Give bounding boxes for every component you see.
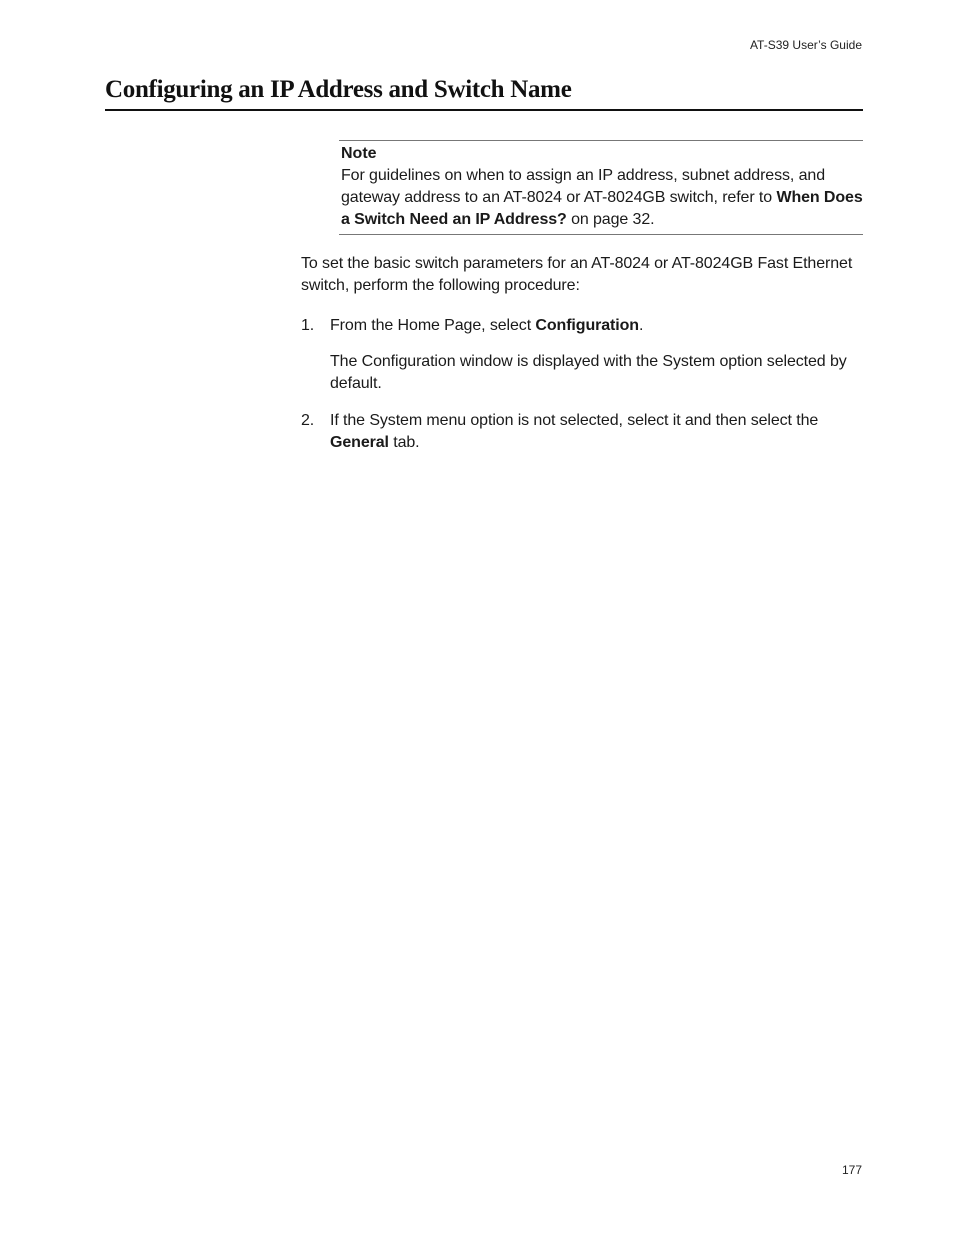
note-box — [339, 140, 863, 235]
note-heading: Note — [341, 145, 377, 162]
note-body — [341, 165, 863, 231]
step-text-part: . — [638, 317, 644, 334]
step-text-part: tab. — [388, 434, 420, 451]
step-number: 2. — [301, 412, 315, 429]
procedure-step — [301, 315, 861, 395]
running-header: AT-S39 User’s Guide — [749, 38, 862, 52]
section-title: Configuring an IP Address and Switch Name — [105, 76, 572, 103]
step-number: 1. — [301, 317, 315, 334]
step-text — [330, 410, 861, 454]
note-cross-reference: When Does a Switch Need an IP Address? — [341, 189, 863, 228]
title-rule — [105, 109, 863, 111]
step-text-part: If the System menu option is not selected, select it and then select the — [330, 412, 819, 429]
page-number: 177 — [841, 1163, 862, 1177]
step-text-part: From the Home Page, select — [330, 317, 536, 334]
step-result: The Configuration window is displayed with the System option selected by default. — [330, 353, 847, 392]
note-page-ref: on page 32. — [566, 211, 655, 228]
tab-name: General — [330, 434, 389, 451]
menu-command: Configuration — [535, 317, 639, 334]
procedure-step — [301, 410, 861, 454]
step-text — [330, 315, 861, 337]
note-text: For guidelines on when to assign an IP address, subnet address, and gateway address to an AT-8024 or AT-8024GB switch, refer to — [341, 167, 825, 206]
intro-paragraph: To set the basic switch parameters for an AT-8024 or AT-8024GB Fast Ethernet switch, perform the following procedure: — [301, 255, 853, 294]
